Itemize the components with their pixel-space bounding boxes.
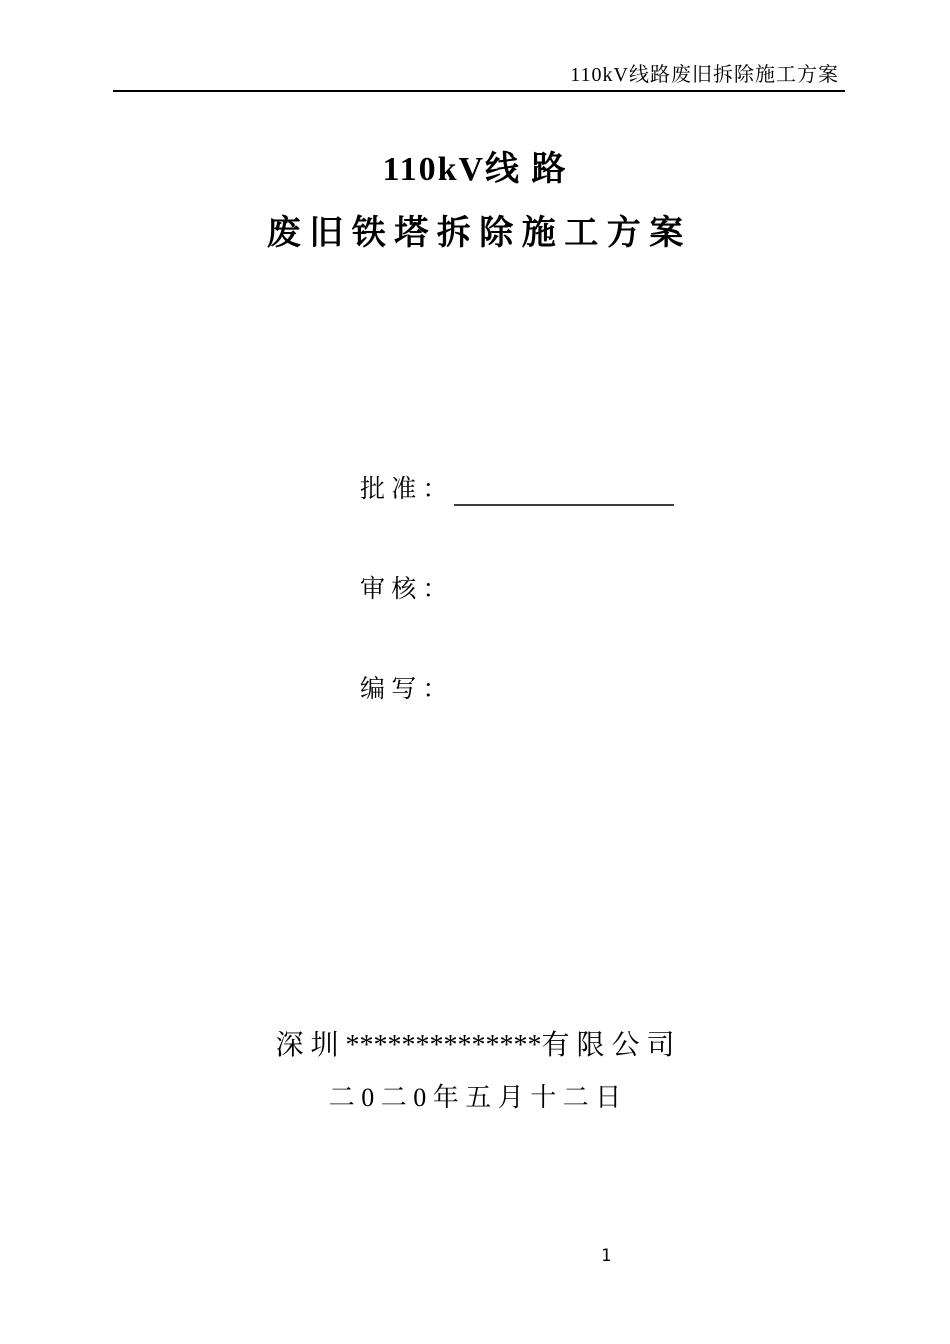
page-header-title: 110kV线路废旧拆除施工方案 bbox=[113, 58, 845, 92]
review-label: 审 核 ： bbox=[360, 576, 448, 603]
page-number: 1 bbox=[601, 1246, 612, 1266]
approval-block bbox=[360, 474, 674, 774]
approval-row-approve bbox=[360, 474, 674, 506]
signature-line bbox=[454, 476, 674, 506]
company-name: 深 圳 **************有 限 公 司 bbox=[275, 1030, 675, 1061]
approve-label: 批 准 ： bbox=[360, 476, 448, 503]
document-date: 二 0 二 0 年 五 月 十 二 日 bbox=[328, 1083, 622, 1112]
document-title-line1: 110kV线 路 bbox=[382, 151, 568, 188]
author-label: 编 写 ： bbox=[360, 676, 448, 703]
approval-row-author bbox=[360, 674, 674, 706]
document-title-line2: 废 旧 铁 塔 拆 除 施 工 方 案 bbox=[266, 215, 684, 252]
approval-row-review bbox=[360, 574, 674, 606]
